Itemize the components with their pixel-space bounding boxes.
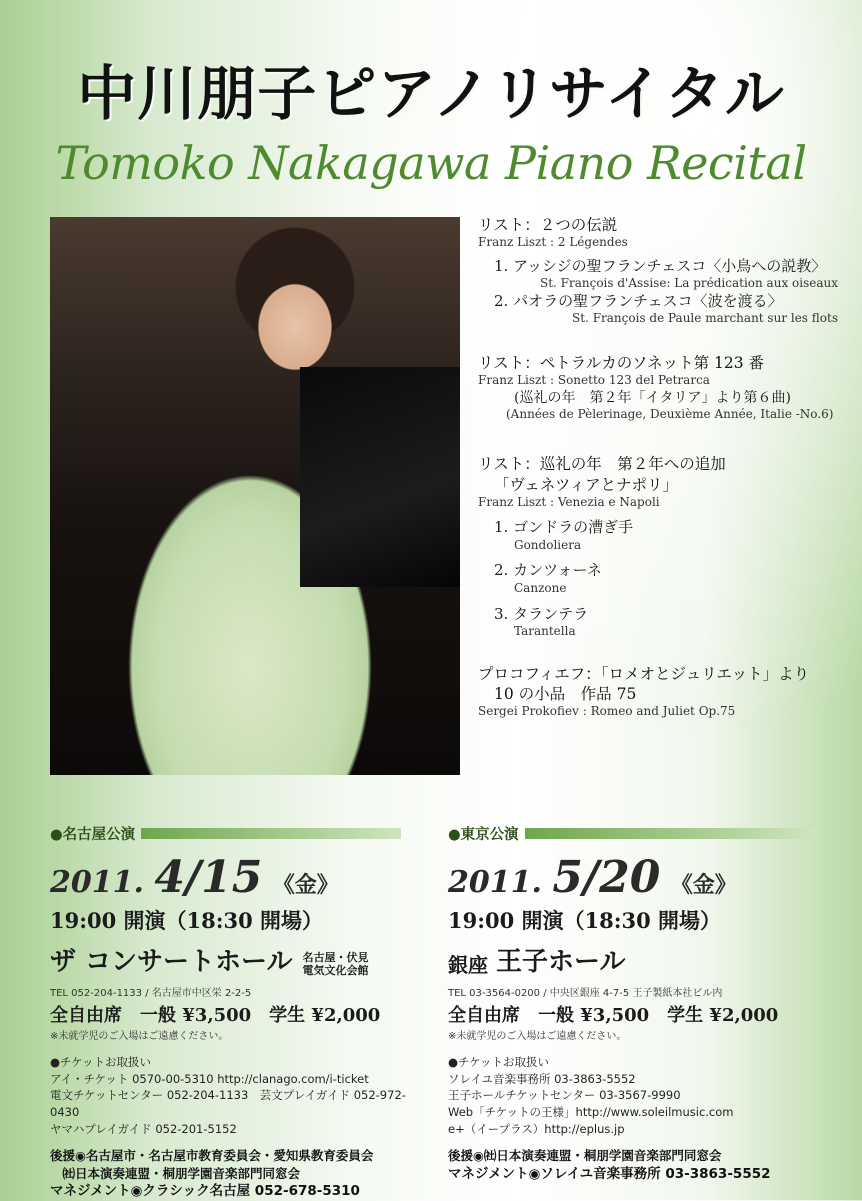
program-item: 2. カンツォーネ <box>494 561 602 580</box>
tokyo-venue-row <box>448 941 828 978</box>
nagoya-price-note: ※未就学児のご入場はご遠慮ください。 <box>50 1031 229 1042</box>
title-japanese: 中川朋子ピアノリサイタル <box>77 59 785 128</box>
tokyo-date <box>448 852 828 903</box>
ticket-line: 電文チケットセンター 052-204-1133 芸文プレイガイド 052-972-0430 <box>50 1088 406 1120</box>
tokyo-label-text: ●東京公演 <box>448 827 519 843</box>
tokyo-label <box>448 823 828 844</box>
program-item-sub: St. François d'Assise: La prédication aux oiseaux <box>539 276 838 291</box>
program-item-sub: Tarantella <box>514 624 576 638</box>
section-bar <box>525 828 815 839</box>
tokyo-tickets <box>448 1054 828 1137</box>
ticket-line: e+（イープラス）http://eplus.jp <box>448 1121 625 1136</box>
program-item: 1. ゴンドラの漕ぎ手 <box>494 518 634 537</box>
program-item: 3. タランテラ <box>494 604 589 623</box>
program-heading: リスト：巡礼の年 第２年への追加 <box>478 455 726 474</box>
tokyo-address: TEL 03-3564-0200 / 中央区銀座 4-7-5 王子製紙本社ビル内 <box>448 988 723 999</box>
pianist-photo <box>50 217 460 775</box>
program-item: 1. アッシジの聖フランチェスコ〈小鳥への説教〉 <box>494 256 827 275</box>
ticket-line: アイ・チケット 0570-00-5310 http://clanago.com/i-ticket <box>50 1071 369 1086</box>
program-heading-2: 「ヴェネツィアとナポリ」 <box>494 475 678 494</box>
program-heading-2: 10 の小品 作品 75 <box>494 684 637 703</box>
date-month-day: 4/15 <box>154 852 263 903</box>
program-list <box>478 215 838 719</box>
nagoya-address: TEL 052-204-1133 / 名古屋市中区栄 2-2-5 <box>50 988 252 999</box>
tokyo-price: 全自由席 一般 ¥3,500 学生 ¥2,000 <box>448 1005 779 1026</box>
program-subheading: Franz Liszt : Venezia e Napoli <box>478 494 660 509</box>
nagoya-label-text: ●名古屋公演 <box>50 827 136 843</box>
date-weekday: 《金》 <box>670 872 737 898</box>
nagoya-venue: ザ コンサートホール <box>50 947 293 977</box>
program-note: (巡礼の年 第２年「イタリア」より第６曲) <box>514 389 791 406</box>
sponsor-line: 後援◉㈳日本演奏連盟・桐朋学園音楽部門同窓会 <box>448 1148 722 1164</box>
program-subheading: Sergei Prokofiev : Romeo and Juliet Op.75 <box>478 703 736 718</box>
date-year: 2011. <box>50 865 144 900</box>
tickets-heading: ●チケットお取扱い <box>448 1055 549 1069</box>
program-heading: リスト：２つの伝説 <box>478 216 618 234</box>
program-note-sub: (Années de Pèlerinage, Deuxième Année, Italie -No.6) <box>506 406 834 421</box>
tokyo-section <box>448 823 828 1184</box>
sponsor-line: ㈳日本演奏連盟・桐朋学園音楽部門同窓会 <box>50 1165 301 1181</box>
program-item-sub: Canzone <box>514 580 567 595</box>
venue-note-line: 名古屋・伏見 <box>302 950 369 964</box>
piano-lid <box>300 367 460 587</box>
nagoya-time: 19:00 開演（18:30 開場） <box>50 908 324 933</box>
nagoya-price: 全自由席 一般 ¥3,500 学生 ¥2,000 <box>50 1005 381 1026</box>
program-heading: プロコフィエフ：「ロメオとジュリエット」より <box>478 664 810 683</box>
tickets-heading: ●チケットお取扱い <box>50 1055 151 1069</box>
nagoya-date <box>50 852 430 903</box>
nagoya-tickets <box>50 1054 430 1137</box>
date-weekday: 《金》 <box>272 872 339 898</box>
ticket-line: 王子ホールチケットセンター 03-3567-9990 <box>448 1088 681 1103</box>
program-item-sub: Gondoliera <box>514 537 582 552</box>
management-line: マネジメント◉クラシック名古屋 052-678-5310 <box>50 1183 360 1200</box>
venue-note-line: 電気文化会館 <box>302 964 369 978</box>
date-year: 2011. <box>448 865 542 900</box>
ticket-line: ソレイユ音楽事務所 03-3863-5552 <box>448 1071 636 1086</box>
title-english: Tomoko Nakagawa Piano Recital <box>55 136 807 190</box>
nagoya-venue-note <box>303 951 369 979</box>
nagoya-venue-row <box>50 941 430 978</box>
nagoya-sponsors <box>50 1147 430 1201</box>
tokyo-venue: 王子ホール <box>496 947 626 977</box>
tokyo-venue-prefix: 銀座 <box>448 953 488 977</box>
management-line: マネジメント◉ソレイユ音楽事務所 03-3863-5552 <box>448 1165 771 1182</box>
ticket-line: ヤマハプレイガイド 052-201-5152 <box>50 1121 237 1136</box>
program-heading: リスト：ペトラルカのソネット第 123 番 <box>478 353 765 372</box>
program-subheading: Franz Liszt : 2 Légendes <box>478 235 628 250</box>
program-item: 2. パオラの聖フランチェスコ〈波を渡る〉 <box>494 291 783 310</box>
sponsor-line: 後援◉名古屋市・名古屋市教育委員会・愛知県教育委員会 <box>50 1148 374 1164</box>
nagoya-label <box>50 823 430 844</box>
ticket-line: Web「チケットの王様」http://www.soleilmusic.com <box>448 1105 734 1120</box>
nagoya-section <box>50 823 430 1201</box>
tokyo-sponsors <box>448 1147 828 1183</box>
program-item-sub: St. François de Paule marchant sur les flots <box>572 311 838 326</box>
section-bar <box>141 828 401 839</box>
date-month-day: 5/20 <box>552 852 661 903</box>
tokyo-time: 19:00 開演（18:30 開場） <box>448 908 722 933</box>
program-subheading: Franz Liszt : Sonetto 123 del Petrarca <box>478 373 710 388</box>
tokyo-price-note: ※未就学児のご入場はご遠慮ください。 <box>448 1031 627 1042</box>
